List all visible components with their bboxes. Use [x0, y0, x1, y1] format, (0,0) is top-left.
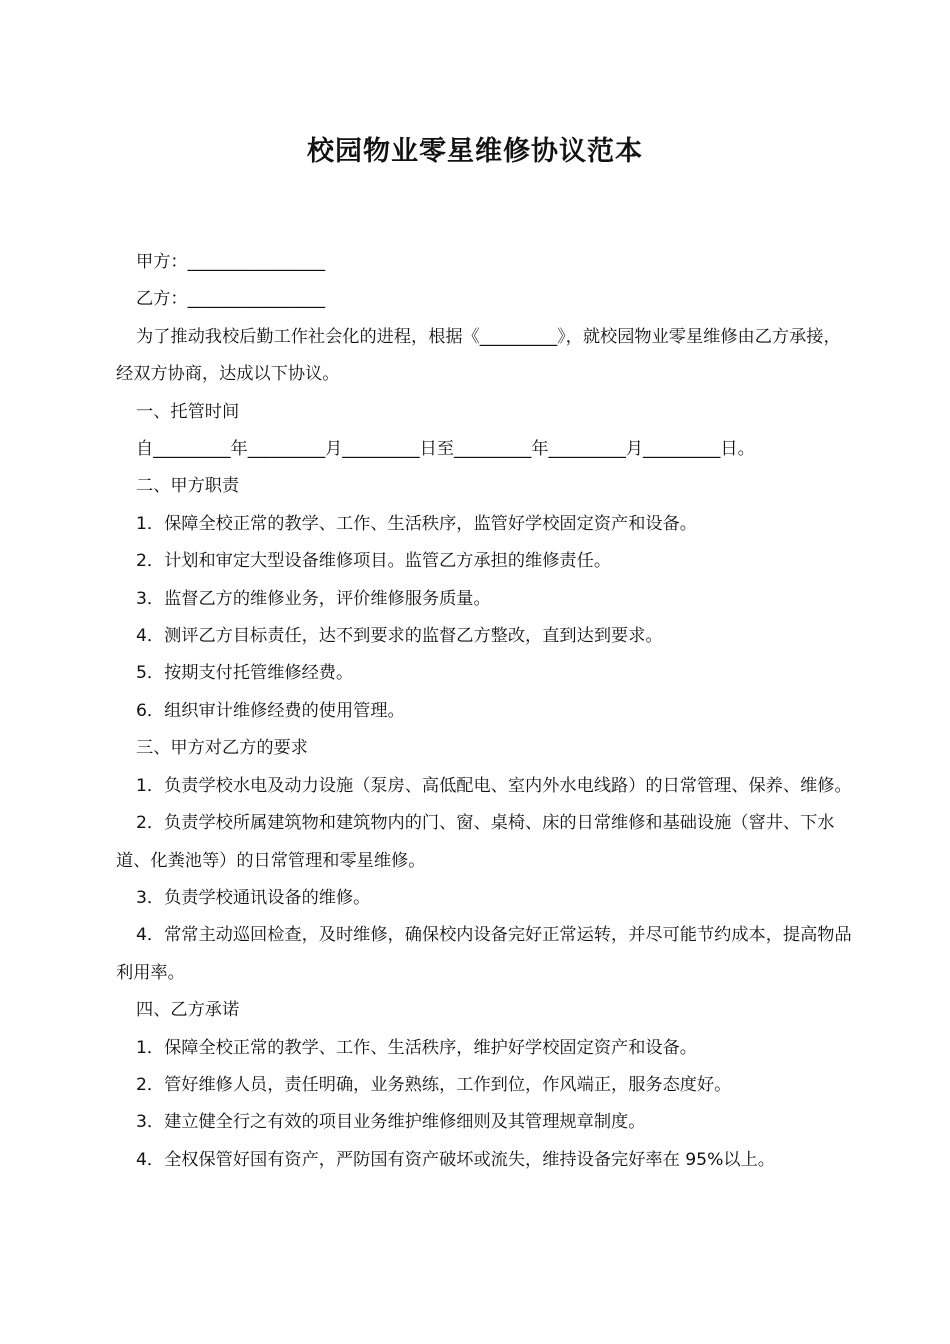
list-item: 1．保障全校正常的教学、工作、生活秩序，监管好学校固定资产和设备。: [136, 513, 697, 534]
list-item: 4．测评乙方目标责任，达不到要求的监督乙方整改，直到达到要求。: [136, 626, 663, 647]
term-dates-line: 自_________年_________月_________日至_________年_________月_________日。: [136, 439, 755, 460]
list-item: 3．建立健全行之有效的项目业务维护维修细则及其管理规章制度。: [136, 1112, 646, 1133]
section-heading-2: 二、甲方职责: [136, 476, 240, 497]
list-item: 1．保障全校正常的教学、工作、生活秩序，维护好学校固定资产和设备。: [136, 1037, 697, 1058]
section-heading-4: 四、乙方承诺: [136, 1000, 240, 1021]
list-item: 2．计划和审定大型设备维修项目。监管乙方承担的维修责任。: [136, 551, 612, 572]
list-item: 5．按期支付托管维修经费。: [136, 663, 354, 684]
list-item: 1．负责学校水电及动力设施（泵房、高低配电、室内外水电线路）的日常管理、保养、维修。: [136, 775, 852, 796]
party-b-line: 乙方：________________: [136, 289, 326, 310]
document-body: [116, 244, 856, 1179]
document-title: 校园物业零星维修协议范本: [307, 136, 643, 167]
list-item: 4．常常主动巡回检查，及时维修，确保校内设备完好正常运转，并尽可能节约成本，提高物品利用率。: [116, 925, 852, 983]
list-item: 2．管好维修人员，责任明确，业务熟练，工作到位，作风端正，服务态度好。: [136, 1074, 732, 1095]
list-item: 2．负责学校所属建筑物和建筑物内的门、窗、桌椅、床的日常维修和基础设施（窨井、下水道、化粪池等）的日常管理和零星维修。: [116, 813, 835, 871]
list-item: 4．全权保管好国有资产，严防国有资产破坏或流失，维持设备完好率在 95%以上。: [136, 1149, 775, 1170]
list-item: 3．监督乙方的维修业务，评价维修服务质量。: [136, 588, 491, 609]
list-item: 6．组织审计维修经费的使用管理。: [136, 700, 405, 721]
party-a-line: 甲方：________________: [136, 252, 326, 272]
preamble-paragraph: 为了推动我校后勤工作社会化的进程，根据《_________》，就校园物业零星维修由乙方承接，经双方协商，达成以下协议。: [116, 326, 841, 385]
list-item: 3．负责学校通讯设备的维修。: [136, 887, 371, 908]
section-heading-1: 一、托管时间: [136, 401, 240, 422]
section-heading-3: 三、甲方对乙方的要求: [136, 738, 308, 759]
